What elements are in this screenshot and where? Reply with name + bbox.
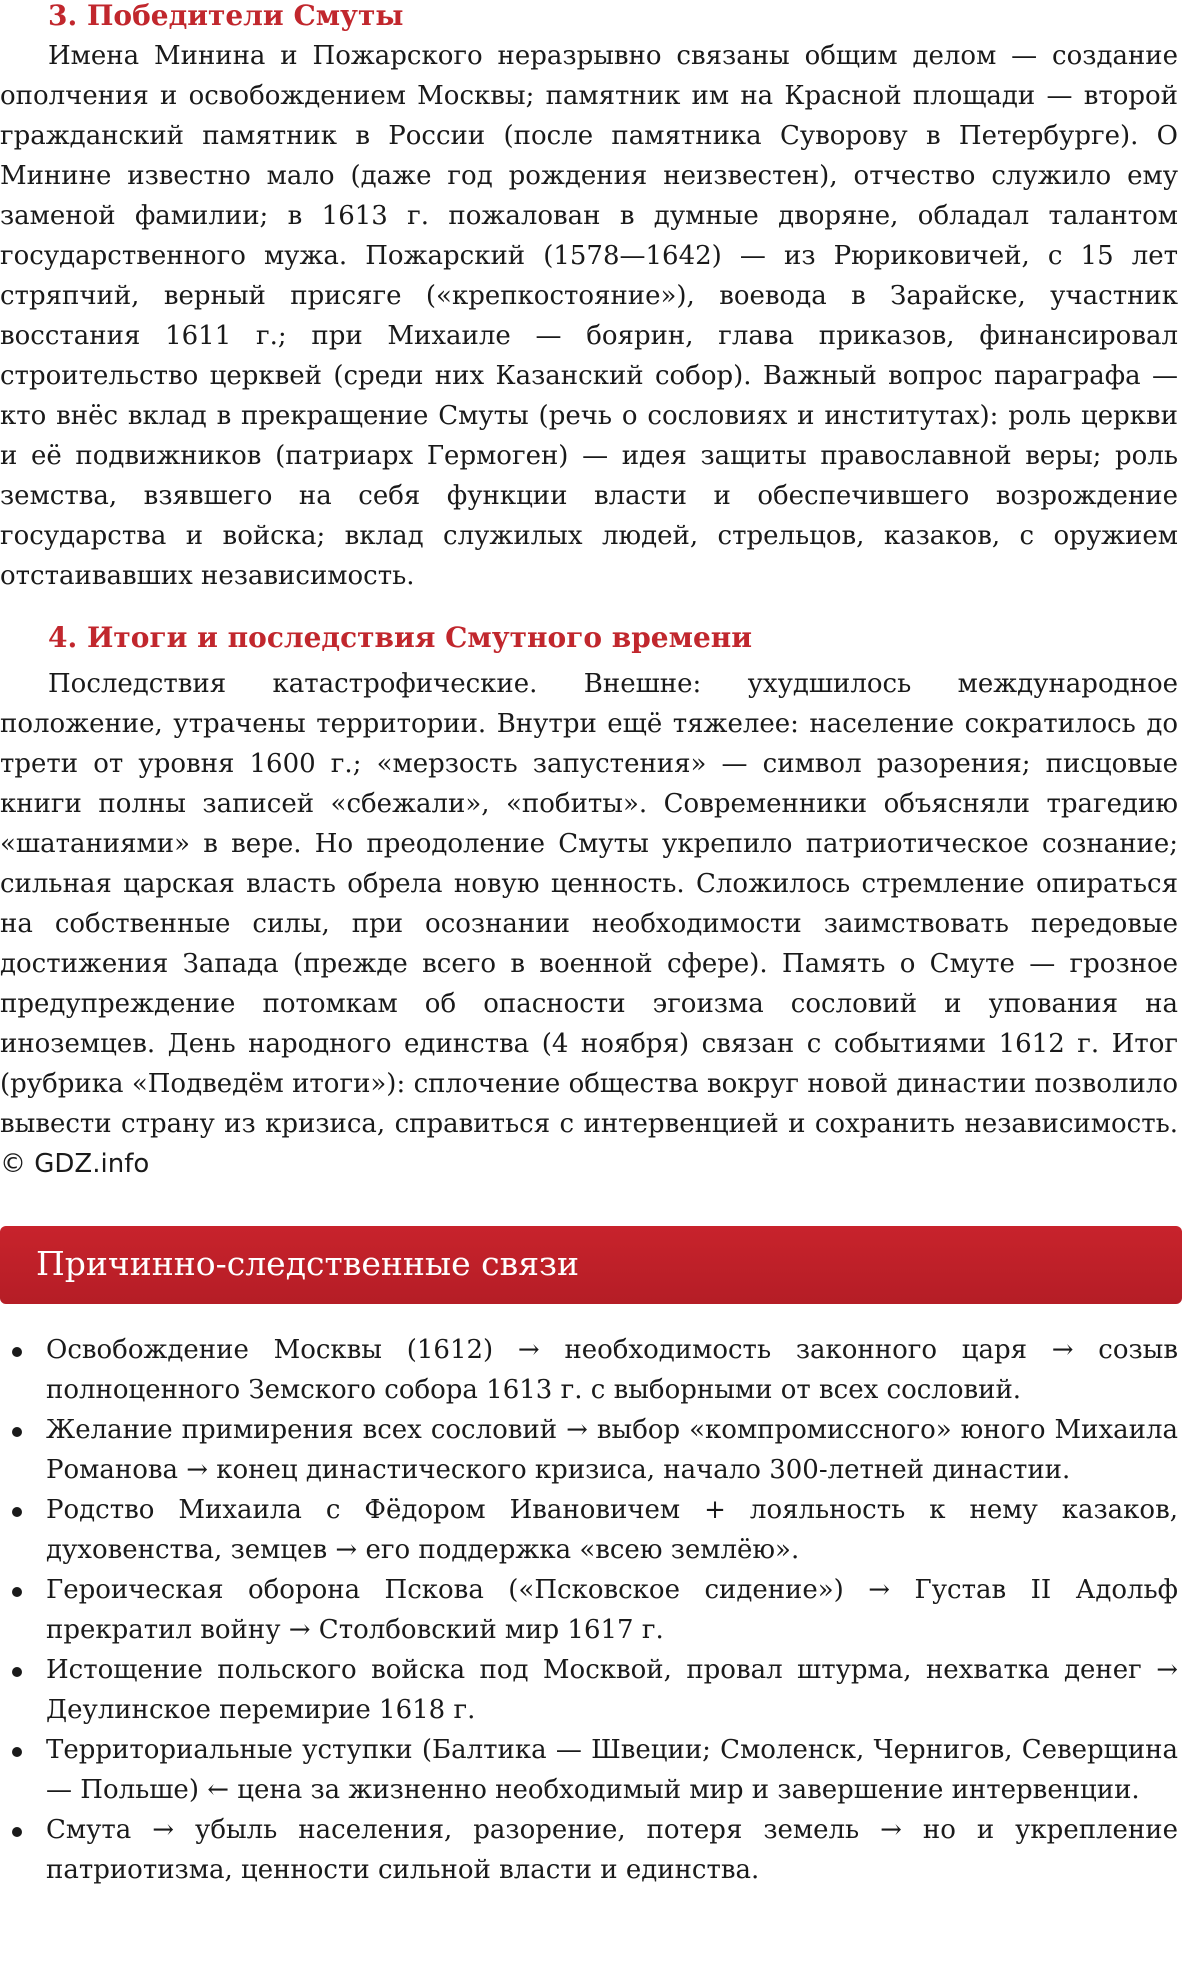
list-item-text: Желание примирения всех сословий → выбор «компромиссного» юного Михаила Романова → конец династического кризиса, начало 300-летней династии. [46,1415,1178,1485]
list-item-text: Истощение польского войска под Москвой, провал штурма, нехватка денег → Деулинское перемирие 1618 г. [46,1655,1178,1725]
section-3-heading: 3. Победители Смуты [48,0,404,32]
bullet-icon [12,1507,22,1517]
bullet-icon [12,1587,22,1597]
bullet-icon [12,1747,22,1757]
list-item-text: Героическая оборона Пскова («Псковское сидение») → Густав II Адольф прекратил войну → Столбовский мир 1617 г. [46,1575,1178,1645]
copyright-mark: © GDZ.info [0,1149,150,1179]
list-item [0,1490,1178,1570]
list-item [0,1650,1178,1730]
cause-effect-banner [0,1226,1182,1304]
list-item [0,1330,1178,1410]
bullet-icon [12,1347,22,1357]
bullet-icon [12,1667,22,1677]
list-item [0,1810,1178,1890]
bullet-icon [12,1427,22,1437]
list-item-text: Родство Михаила с Фёдором Ивановичем + лояльность к нему казаков, духовенства, земцев → его поддержка «всею землёю». [46,1495,1178,1565]
cause-effect-list [0,1330,1178,1890]
list-item-text: Территориальные уступки (Балтика — Швеции; Смоленск, Чернигов, Северщина — Польше) ← цена за жизненно необходимый мир и завершение интервенции. [46,1735,1178,1805]
banner-title: Причинно-следственные связи [36,1244,580,1283]
list-item [0,1570,1178,1650]
list-item [0,1410,1178,1490]
section-4-heading: 4. Итоги и последствия Смутного времени [48,621,753,654]
section-4-text: Последствия катастрофические. Внешне: ухудшилось международное положение, утрачены территории. Внутри ещё тяжелее: население сократилось до трети от уровня 1600 г.; «мерзость запустения» — символ разорения; писцовые книги полны записей «сбежали», «побиты». Современники объясняли трагедию «шатаниями» в вере. Но преодоление Смуты укрепило патриотическое сознание; сильная царская власть обрела новую ценность. Сложилось стремление опираться на собственные силы, при осознании необходимости заимствовать передовые достижения Запада (прежде всего в военной сфере). Память о Смуте — грозное предупреждение потомкам об опасности эгоизма сословий и упования на иноземцев. День народного единства (4 ноября) связан с событиями 1612 г. Итог (рубрика «Подведём итоги»): сплочение общества вокруг новой династии позволило вывести страну из кризиса, справиться с интервенцией и сохранить независимость. [0,669,1178,1139]
list-item-text: Смута → убыль населения, разорение, потеря земель → но и укрепление патриотизма, ценности сильной власти и единства. [46,1815,1178,1885]
section-3-paragraph: Имена Минина и Пожарского неразрывно связаны общим делом — создание ополчения и освобождением Москвы; памятник им на Красной площади — второй гражданский памятник в России (после памятника Суворову в Петербурге). О Минине известно мало (даже год рождения неизвестен), отчество служило ему заменой фамилии; в 1613 г. пожалован в думные дворяне, обладал талантом государственного мужа. Пожарский (1578—1642) — из Рюриковичей, с 15 лет стряпчий, верный присяге («крепкостояние»), воевода в Зарайске, участник восстания 1611 г.; при Михаиле — боярин, глава приказов, финансировал строительство церквей (среди них Казанский собор). Важный вопрос параграфа — кто внёс вклад в прекращение Смуты (речь о сословиях и институтах): роль церкви и её подвижников (патриарх Гермоген) — идея защиты православной веры; роль земства, взявшего на себя функции власти и обеспечившего возрождение государства и войска; вклад служилых людей, стрельцов, казаков, с оружием отстаивавших независимость. [0,41,1178,591]
bullet-icon [12,1827,22,1837]
list-item [0,1730,1178,1810]
list-item-text: Освобождение Москвы (1612) → необходимость законного царя → созыв полноценного Земского собора 1613 г. с выборными от всех сословий. [46,1335,1178,1405]
section-4-paragraph [0,664,1178,1184]
